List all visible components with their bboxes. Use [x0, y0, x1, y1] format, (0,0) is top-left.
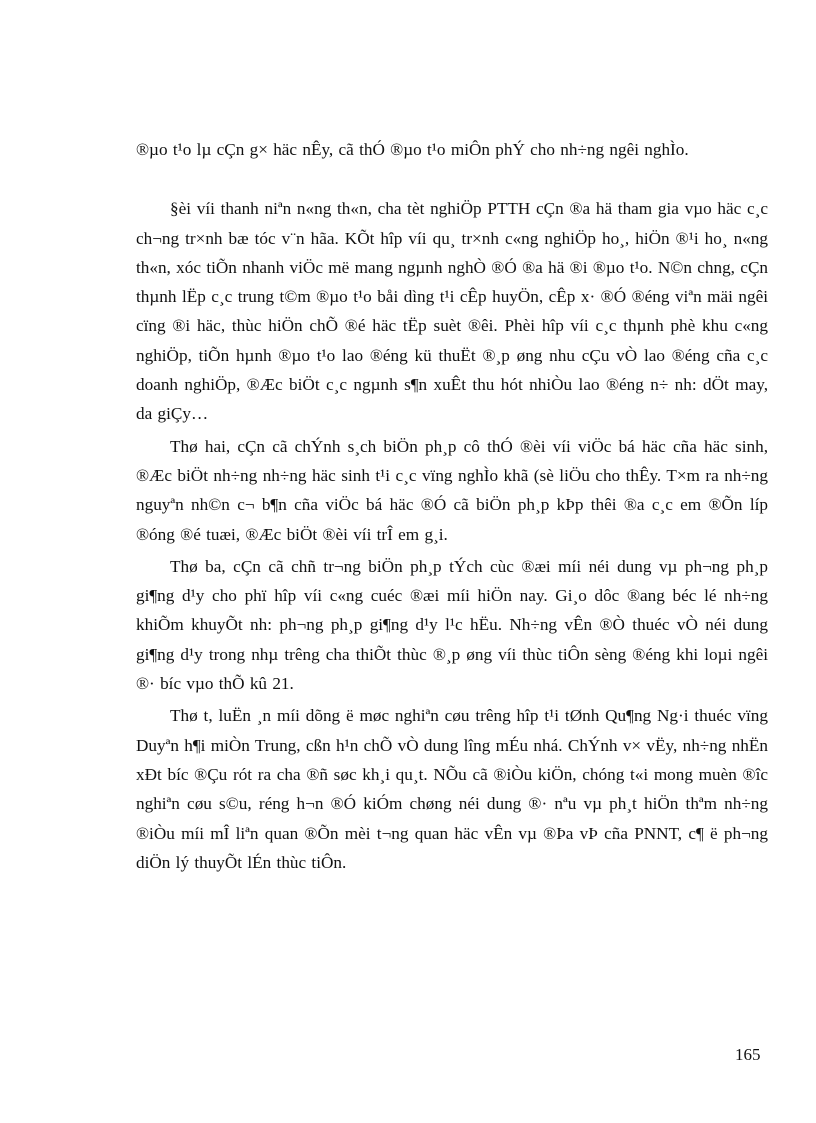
- paragraph-rural-youth: §èi víi thanh niªn n«ng th«n, cha tèt nghiÖp PTTH cÇn ®a hä tham gia vµo häc c¸c ch¬ng tr×nh bæ tóc v¨n hãa. KÕt hîp víi qu¸ tr×nh c«ng nghiÖp ho¸, hiÖn ®¹i ho¸ n«ng th«n, xóc tiÕn nhanh viÖc më mang ngµnh nghÒ ®Ó ®a hä ®i ®µo t¹o. N©n chng, cÇn thµnh lËp c¸c trung t©m ®µo t¹o båi dìng t¹i cÊp huyÖn, cÊp x· ®Ó ®éng viªn mäi ngêi cïng ®i häc, thùc hiÖn chÕ ®é häc tËp suèt ®êi. Phèi hîp víi c¸c thµnh phè khu c«ng nghiÖp, tiÕn hµnh ®µo t¹o lao ®éng kü thuËt ®¸p øng nhu cÇu vÒ lao ®éng cña c¸c doanh nghiÖp, ®Æc biÖt c¸c ngµnh s¶n xuÊt thu hót nhiÒu lao ®éng n÷ nh: dÖt may, da giÇy…: [136, 199, 768, 424]
- paragraph-second-point: Thø hai, cÇn cã chÝnh s¸ch biÖn ph¸p cô thÓ ®èi víi viÖc bá häc cña häc sinh, ®Æc biÖt nh÷ng nh÷ng häc sinh t¹i c¸c vïng nghÌo khã (sè liÖu cho thÊy. T×m ra nh÷ng nguyªn nh©n c¬ b¶n cña viÖc bá häc ®Ó cã biÖn ph¸p kÞp thêi ®a c¸c em ®Õn líp ®óng ®é tuæi, ®Æc biÖt ®èi víi trÎ em g¸i.: [136, 436, 768, 544]
- body-text: [136, 135, 768, 877]
- paragraph-fourth-point: Thø t, luËn ¸n míi dõng ë møc nghiªn cøu trêng hîp t¹i tØnh Qu¶ng Ng·i thuéc vïng Duyªn h¶i miÒn Trung, cßn h¹n chÕ vÒ dung lîng mÉu nhá. ChÝnh v× vËy, nh÷ng nhËn xÐt bíc ®Çu rót ra cha ®ñ søc kh¸i qu¸t. NÕu cã ®iÒu kiÖn, chóng t«i mong muèn ®îc nghiªn cøu s©u, réng h¬n ®Ó kiÓm chøng néi dung ®· nªu vµ ph¸t hiÖn thªm nh÷ng ®iÒu míi mÎ liªn quan ®Õn mèi t¬ng quan häc vÊn vµ ®Þa vÞ cña PNNT, c¶ ë ph¬ng diÖn lý thuyÕt lÉn thùc tiÔn.: [136, 706, 768, 872]
- page-number: 165: [735, 1045, 761, 1064]
- paragraph-third-point: Thø ba, cÇn cã chñ tr¬ng biÖn ph¸p tÝch cùc ®æi míi néi dung vµ ph¬ng ph¸p gi¶ng d¹y cho phï hîp víi c«ng cuéc ®æi míi hiÖn nay. Gi¸o dôc ®ang béc lé nh÷ng khiÕm khuyÕt nh: ph¬ng ph¸p gi¶ng d¹y l¹c hËu. Nh÷ng vÊn ®Ò thuéc vÒ néi dung gi¶ng d¹y trong nhµ trêng cha thiÕt thùc ®¸p øng víi thùc tiÔn sèng ®éng khi loµi ngêi ®· bíc vµo thÕ kû 21.: [136, 556, 768, 694]
- paragraph-continuation: ®µo t¹o lµ cÇn g× häc nÊy, cã thÓ ®µo t¹o miÔn phÝ cho nh÷ng ngêi nghÌo.: [136, 140, 689, 159]
